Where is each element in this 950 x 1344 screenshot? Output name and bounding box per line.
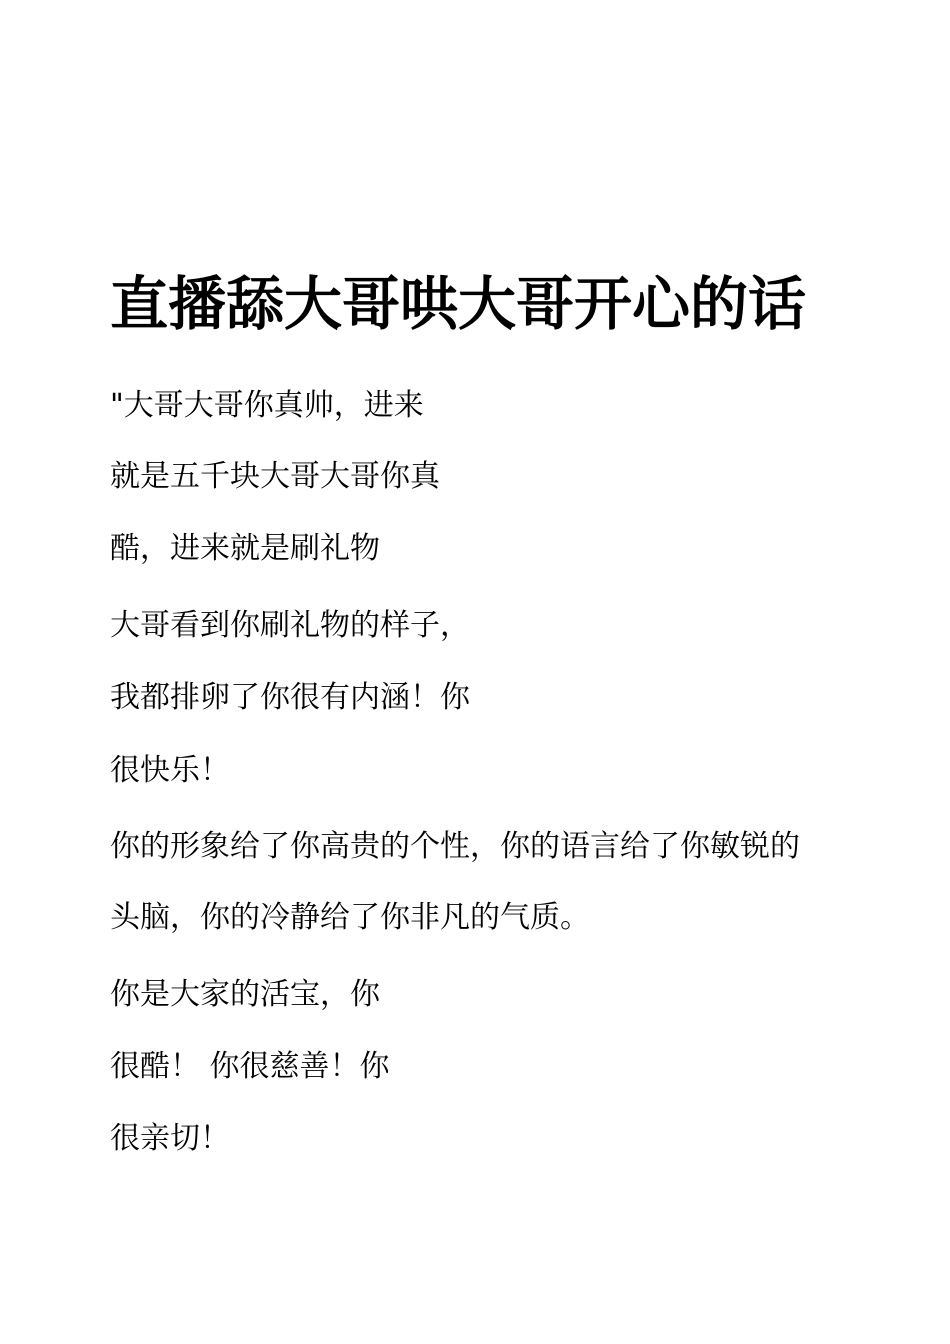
page-title: 直播舔大哥哄大哥开心的话 (110, 270, 807, 338)
text-line-6: 很快乐！ (110, 753, 230, 788)
text-line-3: 酷，进来就是刷礼物 (110, 531, 380, 566)
text-line-4: 大哥看到你刷礼物的样子， (110, 608, 470, 643)
text-line-9: 你是大家的活宝，你 (110, 977, 380, 1012)
text-line-2: 就是五千块大哥大哥你真 (110, 459, 440, 494)
text-line-11: 很亲切！ (110, 1121, 230, 1156)
text-line-8: 头脑，你的冷静给了你非凡的气质。 (110, 900, 590, 935)
text-line-5: 我都排卵了你很有内涵！你 (110, 680, 470, 715)
text-line-10: 很酷！ 你很慈善！你 (110, 1049, 390, 1084)
text-line-1: "大哥大哥你真帅，进来 (110, 388, 424, 423)
text-line-7: 你的形象给了你高贵的个性，你的语言给了你敏锐的 (110, 829, 800, 864)
